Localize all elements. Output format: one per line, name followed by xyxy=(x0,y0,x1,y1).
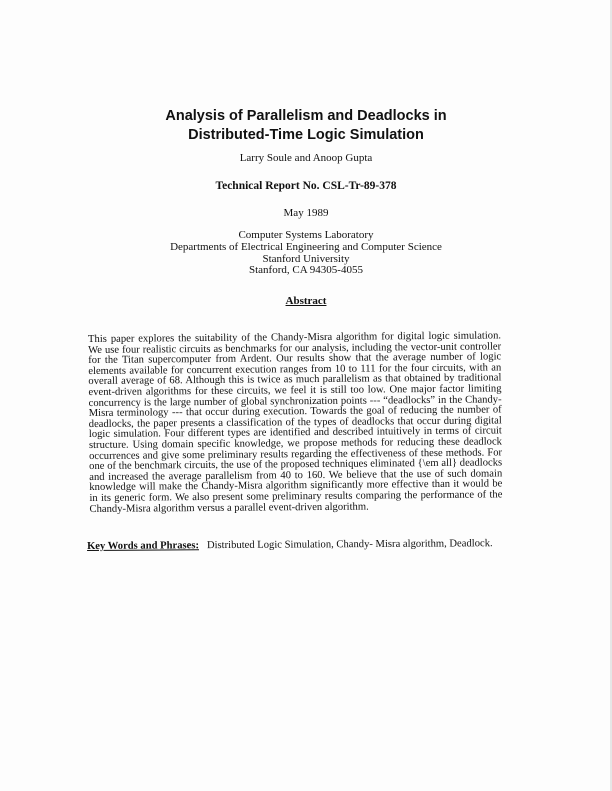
keywords-value: Distributed Logic Simulation, Chandy- Misra algorithm, Deadlock. xyxy=(206,538,493,552)
affiliation-departments: Departments of Electrical Engineering and Computer Science xyxy=(170,241,442,253)
keywords-label: Key Words and Phrases: xyxy=(87,540,200,552)
keywords-line xyxy=(87,537,527,553)
affiliation-address: Stanford, CA 94305-4055 xyxy=(249,264,363,276)
keywords-separator xyxy=(202,540,205,551)
paper-title-line-1: Analysis of Parallelism and Deadlocks in xyxy=(165,108,447,124)
abstract-body: This paper explores the suitability of the Chandy-Misra algorithm for digital logic simulation. We use four realistic circuits as benchmarks for our analysis, including the vector-unit controller for the Titan supercomputer from Ardent. Our results show that the average number of logic elements available for concurrent execution ranges from 10 to 111 for the four circuits, with an overall average of 68. Although this is twice as much parallelism as that obtained by traditional event-driven algorithms for these circuits, we feel it is still too low. One major factor limiting concurrency is the large number of global synchronization points --- “deadlocks” in the Chandy-Misra terminology --- that occur during execution. Towards the goal of reducing the number of deadlocks, the paper presents a classification of the types of deadlocks that occur during digital logic simulation. Four different types are identified and described intuitively in terms of circuit structure. Using domain specific knowledge, we propose methods for reducing these deadlock occurrences and give some preliminary results regarding the effectiveness of these methods. For one of the benchmark circuits, the use of the proposed techniques eliminated {\em all} deadlocks and increased the average parallelism from 40 to 160. We believe that the use of such domain knowledge will make the Chandy-Misra algorithm significantly more effective than it would be in its generic form. We also present some preliminary results comparing the performance of the Chandy-Misra algorithm versus a parallel event-driven algorithm. xyxy=(87,330,503,515)
paper-title-line-2: Distributed-Time Logic Simulation xyxy=(188,127,424,143)
affiliation-university: Stanford University xyxy=(262,253,350,265)
report-number: Technical Report No. CSL-Tr-89-378 xyxy=(215,180,397,192)
affiliation-lab: Computer Systems Laboratory xyxy=(238,229,374,241)
abstract-heading: Abstract xyxy=(285,295,327,307)
publication-date: May 1989 xyxy=(283,207,329,219)
authors: Larry Soule and Anoop Gupta xyxy=(239,152,373,164)
